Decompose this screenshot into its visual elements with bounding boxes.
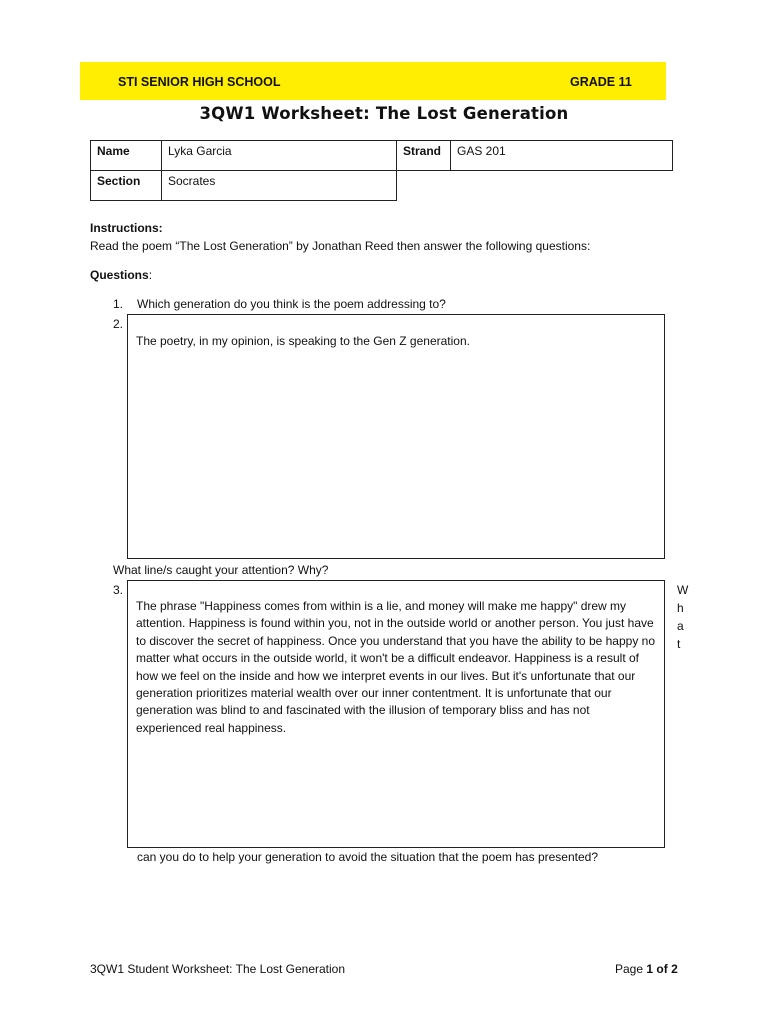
empty-cell (451, 171, 673, 201)
section-value: Socrates (162, 171, 397, 201)
page-of: of (656, 962, 668, 976)
q3-letter-w: W (677, 583, 689, 597)
name-value: Lyka Garcia (162, 141, 397, 171)
strand-label: Strand (397, 141, 451, 171)
page-word: Page (615, 962, 644, 976)
questions-heading-colon: : (148, 268, 153, 282)
q3-letter-h: h (677, 601, 684, 615)
answer-1-text: The poetry, in my opinion, is speaking to the Gen Z generation. (136, 334, 470, 348)
instructions-heading: Instructions: (90, 221, 163, 235)
footer-title: 3QW1 Student Worksheet: The Lost Generation (90, 962, 346, 976)
worksheet-title: 3QW1 Worksheet: The Lost Generation (199, 104, 569, 123)
question-2-number: 2. (113, 317, 124, 331)
empty-cell (397, 171, 451, 201)
name-label: Name (91, 141, 162, 171)
strand-value: GAS 201 (451, 141, 673, 171)
page-total: 2 (671, 962, 678, 976)
q3-letter-a: a (677, 619, 684, 633)
section-label: Section (91, 171, 162, 201)
answer-box-2[interactable] (127, 580, 665, 848)
question-3-text: can you do to help your generation to avoid the situation that the poem has presented? (137, 850, 598, 864)
q3-letter-t: t (677, 637, 681, 651)
school-name: STI SENIOR HIGH SCHOOL (118, 75, 281, 89)
question-1-text: Which generation do you think is the poem addressing to? (137, 297, 446, 311)
page-current: 1 (646, 962, 654, 976)
answer-2-text: The phrase "Happiness comes from within is a lie, and money will make me happy" drew my attention. Happiness is found within you, not in the outside world or another person. You just have to discover the secret of happiness. Once you understand that you have the ability to be happy no matter what occurs in the outside world, it won't be a difficult endeavor. Happiness is a result of how we feel on the inside and how we interpret events in our lives. But it's unfortunate that our generation prioritizes material wealth over our inner contentment. It is unfortunate that our generation was blind to and fascinated with the illusion of temporary bliss and has not experienced real happiness. (136, 599, 655, 735)
question-1-number: 1. (113, 297, 124, 311)
questions-heading-label: Questions (90, 268, 149, 282)
instructions-text: Read the poem “The Lost Generation” by Jonathan Reed then answer the following questions: (90, 239, 591, 253)
question-2-text: What line/s caught your attention? Why? (113, 563, 329, 577)
answer-box-1[interactable] (127, 314, 665, 559)
questions-heading (90, 268, 152, 282)
question-3-number: 3. (113, 583, 124, 597)
student-info-table (90, 140, 673, 201)
grade-label: GRADE 11 (570, 75, 632, 89)
page-number (615, 962, 678, 976)
